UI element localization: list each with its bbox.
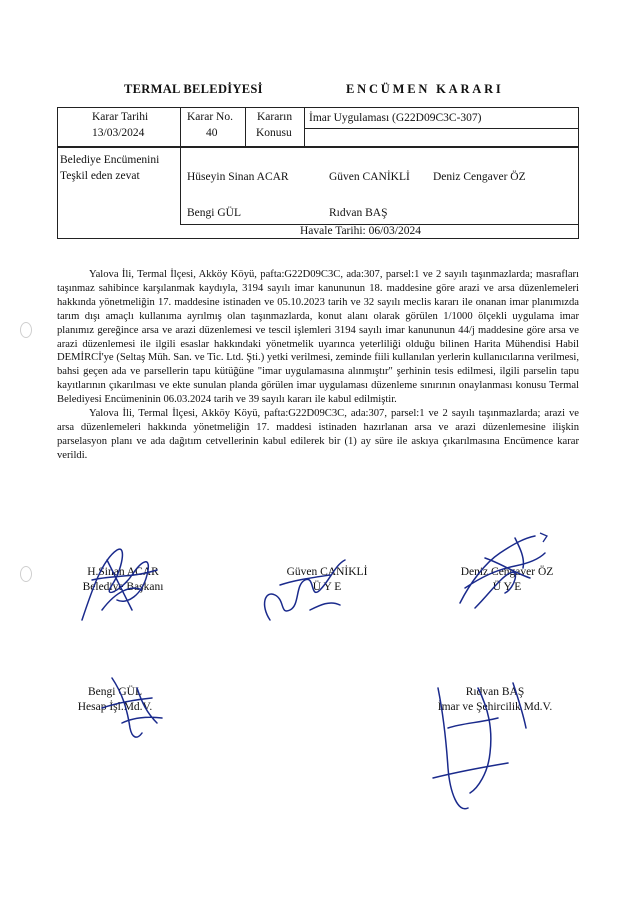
council-member: Güven CANİKLİ [329, 171, 410, 183]
signature-title-4: Hesap İşl.Md.V. [77, 701, 153, 713]
decision-title: ENCÜMEN KARARI [346, 82, 504, 96]
signature-name-5: Rıdvan BAŞ [465, 686, 525, 698]
council-member: Hüseyin Sinan ACAR [187, 171, 289, 183]
decision-number-value: 40 [206, 127, 218, 139]
handwritten-signature-2 [250, 550, 360, 630]
handwritten-signature-1 [72, 530, 172, 630]
punch-hole-mark [20, 322, 32, 338]
subject-label: Kararın [257, 111, 293, 123]
decision-body [57, 268, 579, 463]
body-paragraph-1: Yalova İli, Termal İlçesi, Akköy Köyü, pafta:G22D09C3C, ada:307, parsel:1 ve 2 sayılı taşınmazlarda; masrafları taşınmaz sahibince karşılanmak kaydıyla, 3194 sayılı imar kanununun 18. maddesine göre arazi ve arsa düzenlemeleri hakkında yönetmeliğin 17. maddesine istinaden ve 05.10.2023 tarih ve 32 sayılı meclis kararı ile onanan imar planımızda tarım dışı amaçlı kullanıma ayrılmış olan taşınmazlarda, konut alanı olarak görülen 1/1000 ölçekli uygulama imar planımız gereğince arsa ve arazi düzenlemesi ve tescil işlemleri 3194 sayılı imar kanununun 44/j maddesine göre arsa ve arazi düzenlemesi ile ilgili esaslar hakkındaki yönetmelik uyarınca yeterliliği olduğu bilinen Harita Mühendisi Habil DEMİRCİ'ye (Seltaş Müh. San. ve Tic. Ltd. Şti.) yetki verilmesi, zeminde fiili kullanılan yerlerin kullanıcılarına verilmesi, bahsi geçen ada ve parsellerin tapu kütüğüne "imar uygulamasına alınmıştır" şerhinin tesis edilmesi, ilgili parselin tapu kayıtlarının çıkarılması ve ekte sunulan planda görülen imar uygulaması düzenleme sınırının onaylanması konusu Termal Belediyesi Encümeninin 06.03.2024 tarih ve 39 sayılı kararı ile kabul edilmiştir. [57, 269, 579, 406]
decision-date-value: 13/03/2024 [92, 127, 145, 139]
council-member: Bengi GÜL [187, 207, 241, 219]
council-member: Deniz Cengaver ÖZ [433, 171, 526, 183]
signature-name-3: Deniz Cengaver ÖZ [460, 566, 554, 578]
punch-hole-mark [20, 566, 32, 582]
signature-title-2: Ü Y E [312, 581, 342, 593]
signature-name-4: Bengi GÜL [88, 686, 142, 698]
signature-title-5: İmar ve Şehircilik Md.V. [437, 701, 553, 713]
signature-name-1: H.Sinan ACAR [87, 566, 159, 578]
decision-number-label: Karar No. [187, 111, 233, 123]
decision-date-label: Karar Tarihi [92, 111, 149, 123]
council-member: Rıdvan BAŞ [329, 207, 388, 219]
municipality-title: TERMAL BELEDİYESİ [124, 82, 263, 96]
referral-date: Havale Tarihi: 06/03/2024 [300, 225, 421, 237]
signature-title-1: Belediye Başkanı [82, 581, 164, 593]
handwritten-signature-3 [445, 528, 555, 613]
council-label-2: Teşkil eden zevat [60, 170, 140, 182]
body-paragraph-2: Yalova İli, Termal İlçesi, Akköy Köyü, pafta:G22D09C3C, ada:307, parsel:1 ve 2 sayılı taşınmazlarda; arazi ve arsa düzenlemeleri hakkında yönetmeliğin 17. maddesi istinaden hazırlanan arsa ve arazi düzenlemesine ilişkin parselasyon planı ve ada dağıtım cetvellerinin kabul edilerek bir (1) ay süre ile askıya çıkarılmasına Encümence karar verildi. [57, 408, 579, 461]
signature-name-2: Güven CANİKLİ [286, 566, 368, 578]
subject-value: İmar Uygulaması (G22D09C3C-307) [309, 112, 482, 124]
handwritten-signature-5 [418, 668, 548, 818]
handwritten-signature-4 [92, 668, 172, 743]
council-label: Belediye Encümenini [60, 154, 160, 166]
signature-title-3: Ü Y E [492, 581, 522, 593]
subject-label-2: Konusu [256, 127, 292, 139]
